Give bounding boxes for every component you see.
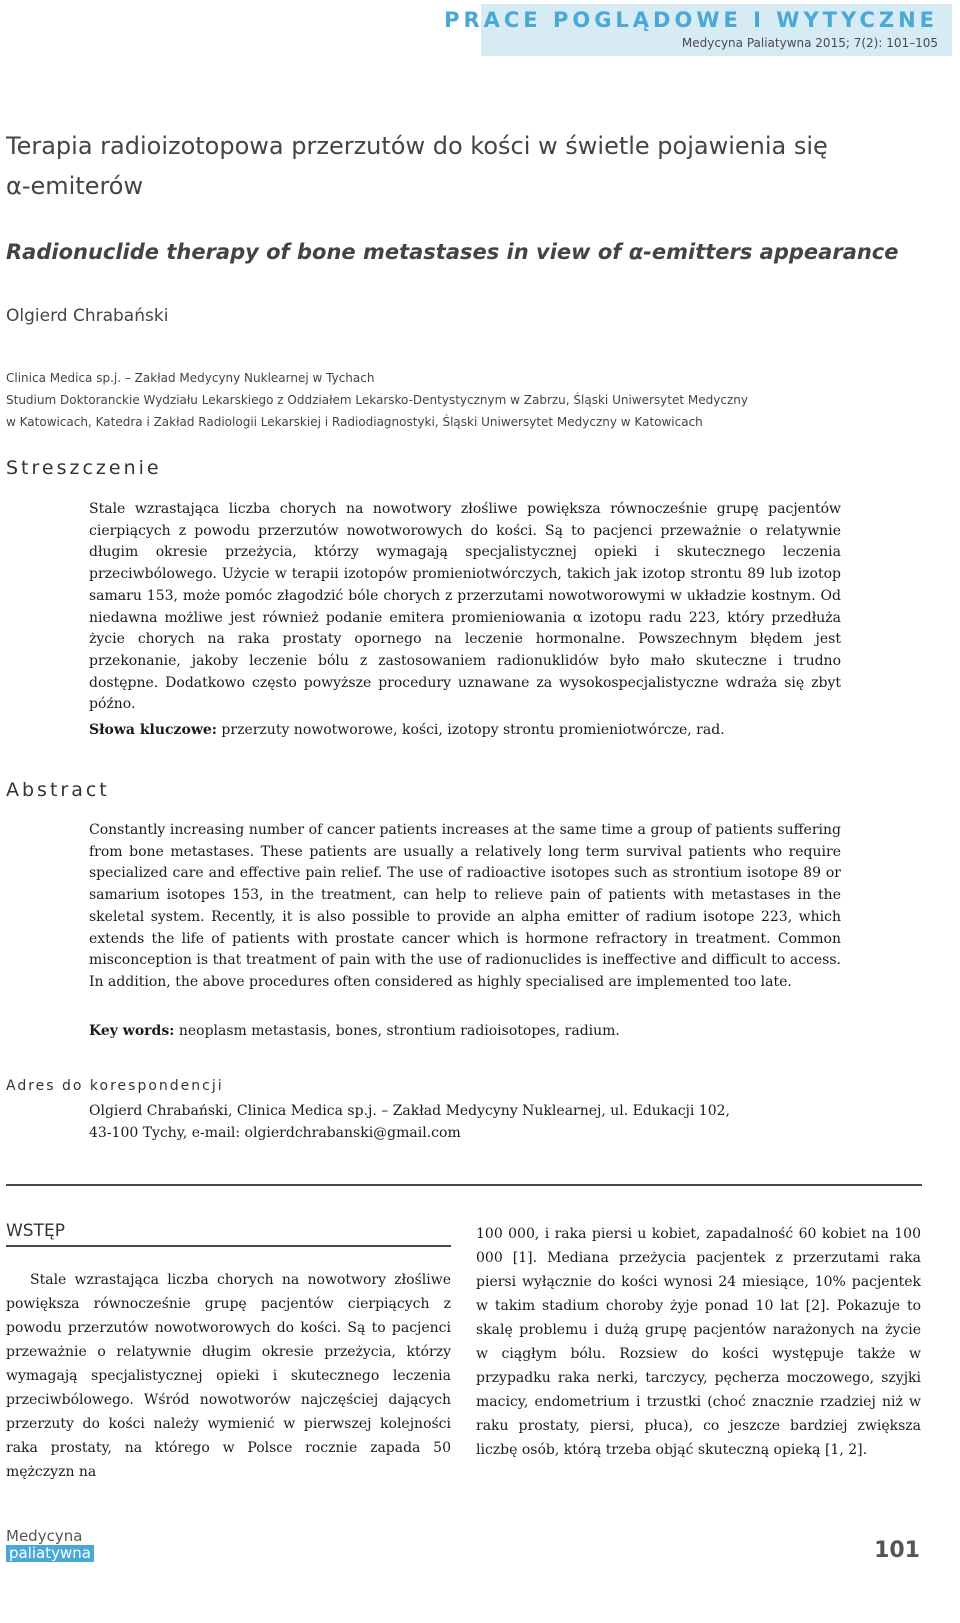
section-title: PRACE POGLĄDOWE I WYTYCZNE — [444, 8, 938, 32]
streszczenie-keywords — [89, 720, 841, 741]
intro-left-column: Stale wzrastająca liczba chorych na nowotwory złośliwe powiększa równocześnie grupę pacjentów cierpiących z powodu przerzutów nowotworowych do kości. Są to pacjenci przeważnie o relatywnie długim okresie przeżycia, którzy wymagają specjalistycznej opieki i skutecznego leczenia przeciwbólowego. Wśród nowotworów najczęściej dających przerzuty do kości należy wymienić w pierwszej kolejności raka prostaty, na którego w Polsce rocznie zapada 50 mężczyzn na — [6, 1272, 451, 1480]
intro-right-column: 100 000, i raka piersi u kobiet, zapadalność 60 kobiet na 100 000 [1]. Mediana przeżycia pacjentek z przerzutami raka piersi wyłącznie do kości wynosi 24 miesiące, 10% pacjentek w takim stadium choroby żyje ponad 10 lat [2]. Pokazuje to skalę problemu i dużą grupę pacjentów narażonych na życie w ciągłym bólu. Rozsiew do kości występuje także w przypadku raka nerki, tarczycy, pęcherza moczowego, szyjki macicy, endometrium i trzustki (choć znacznie rzadziej niż w raku prostaty, piersi, płuca), co jeszcze bardziej zwiększa liczbę osób, którą trzeba objąć skuteczną opieką [1, 2]. — [476, 1226, 921, 1458]
intro-heading: WSTĘP — [6, 1221, 65, 1241]
article-title-pl — [6, 126, 956, 206]
affiliation-line: w Katowicach, Katedra i Zakład Radiologii Lekarskiej i Radiodiagnostyki, Śląski Uniwersytet Medyczny w Katowicach — [6, 415, 703, 429]
correspondence-line: 43-100 Tychy, e-mail: olgierdchrabanski@gmail.com — [89, 1125, 461, 1141]
page-number: 101 — [874, 1538, 920, 1563]
streszczenie-body: Stale wzrastająca liczba chorych na nowotwory złośliwe powiększa równocześnie grupę pacjentów cierpiących z powodu przerzutów nowotworowych do kości. Są to pacjenci przeważnie o relatywnie długim okresie przeżycia, którzy wymagają specjalistycznej opieki i skutecznego leczenia przeciwbólowego. Użycie w terapii izotopów promieniotwórczych, takich jak izotop strontu 89 lub izotop samaru 153, może pomóc złagodzić bóle chorych z przerzutami nowotworowymi w układzie kostnym. Od niedawna możliwe jest również podanie emitera promieniowania α izotopu radu 223, który przedłuża życie chorych na raka prostaty opornego na leczenie hormonalne. Powszechnym błędem jest przekonanie, jakoby leczenie bólu z zastosowaniem radionuklidów było mało skuteczne i trudno dostępne. Dodatkowo często powyższe procedury uznawane za wysokospecjalistyczne wdraża się zbyt późno. — [89, 501, 841, 713]
abstract-heading: Abstract — [6, 779, 110, 801]
journal-logo — [6, 1528, 94, 1563]
keywords-text: przerzuty nowotworowe, kości, izotopy strontu promieniotwórcze, rad. — [221, 722, 725, 738]
keywords-text: neoplasm metastasis, bones, strontium radioisotopes, radium. — [178, 1023, 620, 1039]
correspondence-line: Olgierd Chrabański, Clinica Medica sp.j. – Zakład Medycyny Nuklearnej, ul. Edukacji 102, — [89, 1103, 730, 1119]
streszczenie-heading: Streszczenie — [6, 457, 162, 479]
author-name: Olgierd Chrabański — [6, 306, 169, 326]
logo-line2: paliatywna — [6, 1545, 94, 1562]
correspondence-heading: Adres do korespondencji — [6, 1078, 224, 1094]
correspondence-address — [89, 1100, 841, 1144]
author-affiliation — [6, 367, 946, 433]
title-pl-line1: Terapia radioizotopowa przerzutów do kości w świetle pojawienia się — [6, 132, 828, 160]
affiliation-line: Clinica Medica sp.j. – Zakład Medycyny Nuklearnej w Tychach — [6, 371, 375, 385]
keywords-label: Key words: — [89, 1023, 175, 1039]
article-title-en: Radionuclide therapy of bone metastases in view of α-emitters appearance — [6, 240, 899, 264]
keywords-label: Słowa kluczowe: — [89, 722, 217, 738]
affiliation-line: Studium Doktoranckie Wydziału Lekarskiego z Oddziałem Lekarsko-Dentystycznym w Zabrzu, Śląski Uniwersytet Medyczny — [6, 393, 748, 407]
journal-reference: Medycyna Paliatywna 2015; 7(2): 101–105 — [681, 36, 938, 50]
section-header-box — [444, 4, 952, 56]
abstract-body: Constantly increasing number of cancer patients increases at the same time a group of patients suffering from bone metastases. These patients are usually a relatively long term survival patients who require specialized care and effective pain relief. The use of radioactive isotopes such as strontium isotope 89 or samarium isotopes 153, in the treatment, can help to relieve pain of patients with metastases in the skeletal system. Recently, it is also possible to provide an alpha emitter of radium isotope 223, which extends the life of patients with prostate cancer which is hormone refractory in treatment. Common misconception is that treatment of pain with the use of radionuclides is ineffective and difficult to access. In addition, the above procedures often considered as highly specialised are implemented too late. — [89, 822, 841, 990]
intro-heading-underline — [6, 1245, 451, 1247]
section-divider — [6, 1184, 922, 1186]
abstract-keywords — [89, 1021, 841, 1042]
logo-line1: Medycyna — [6, 1527, 83, 1545]
title-pl-line2: α-emiterów — [6, 172, 144, 200]
